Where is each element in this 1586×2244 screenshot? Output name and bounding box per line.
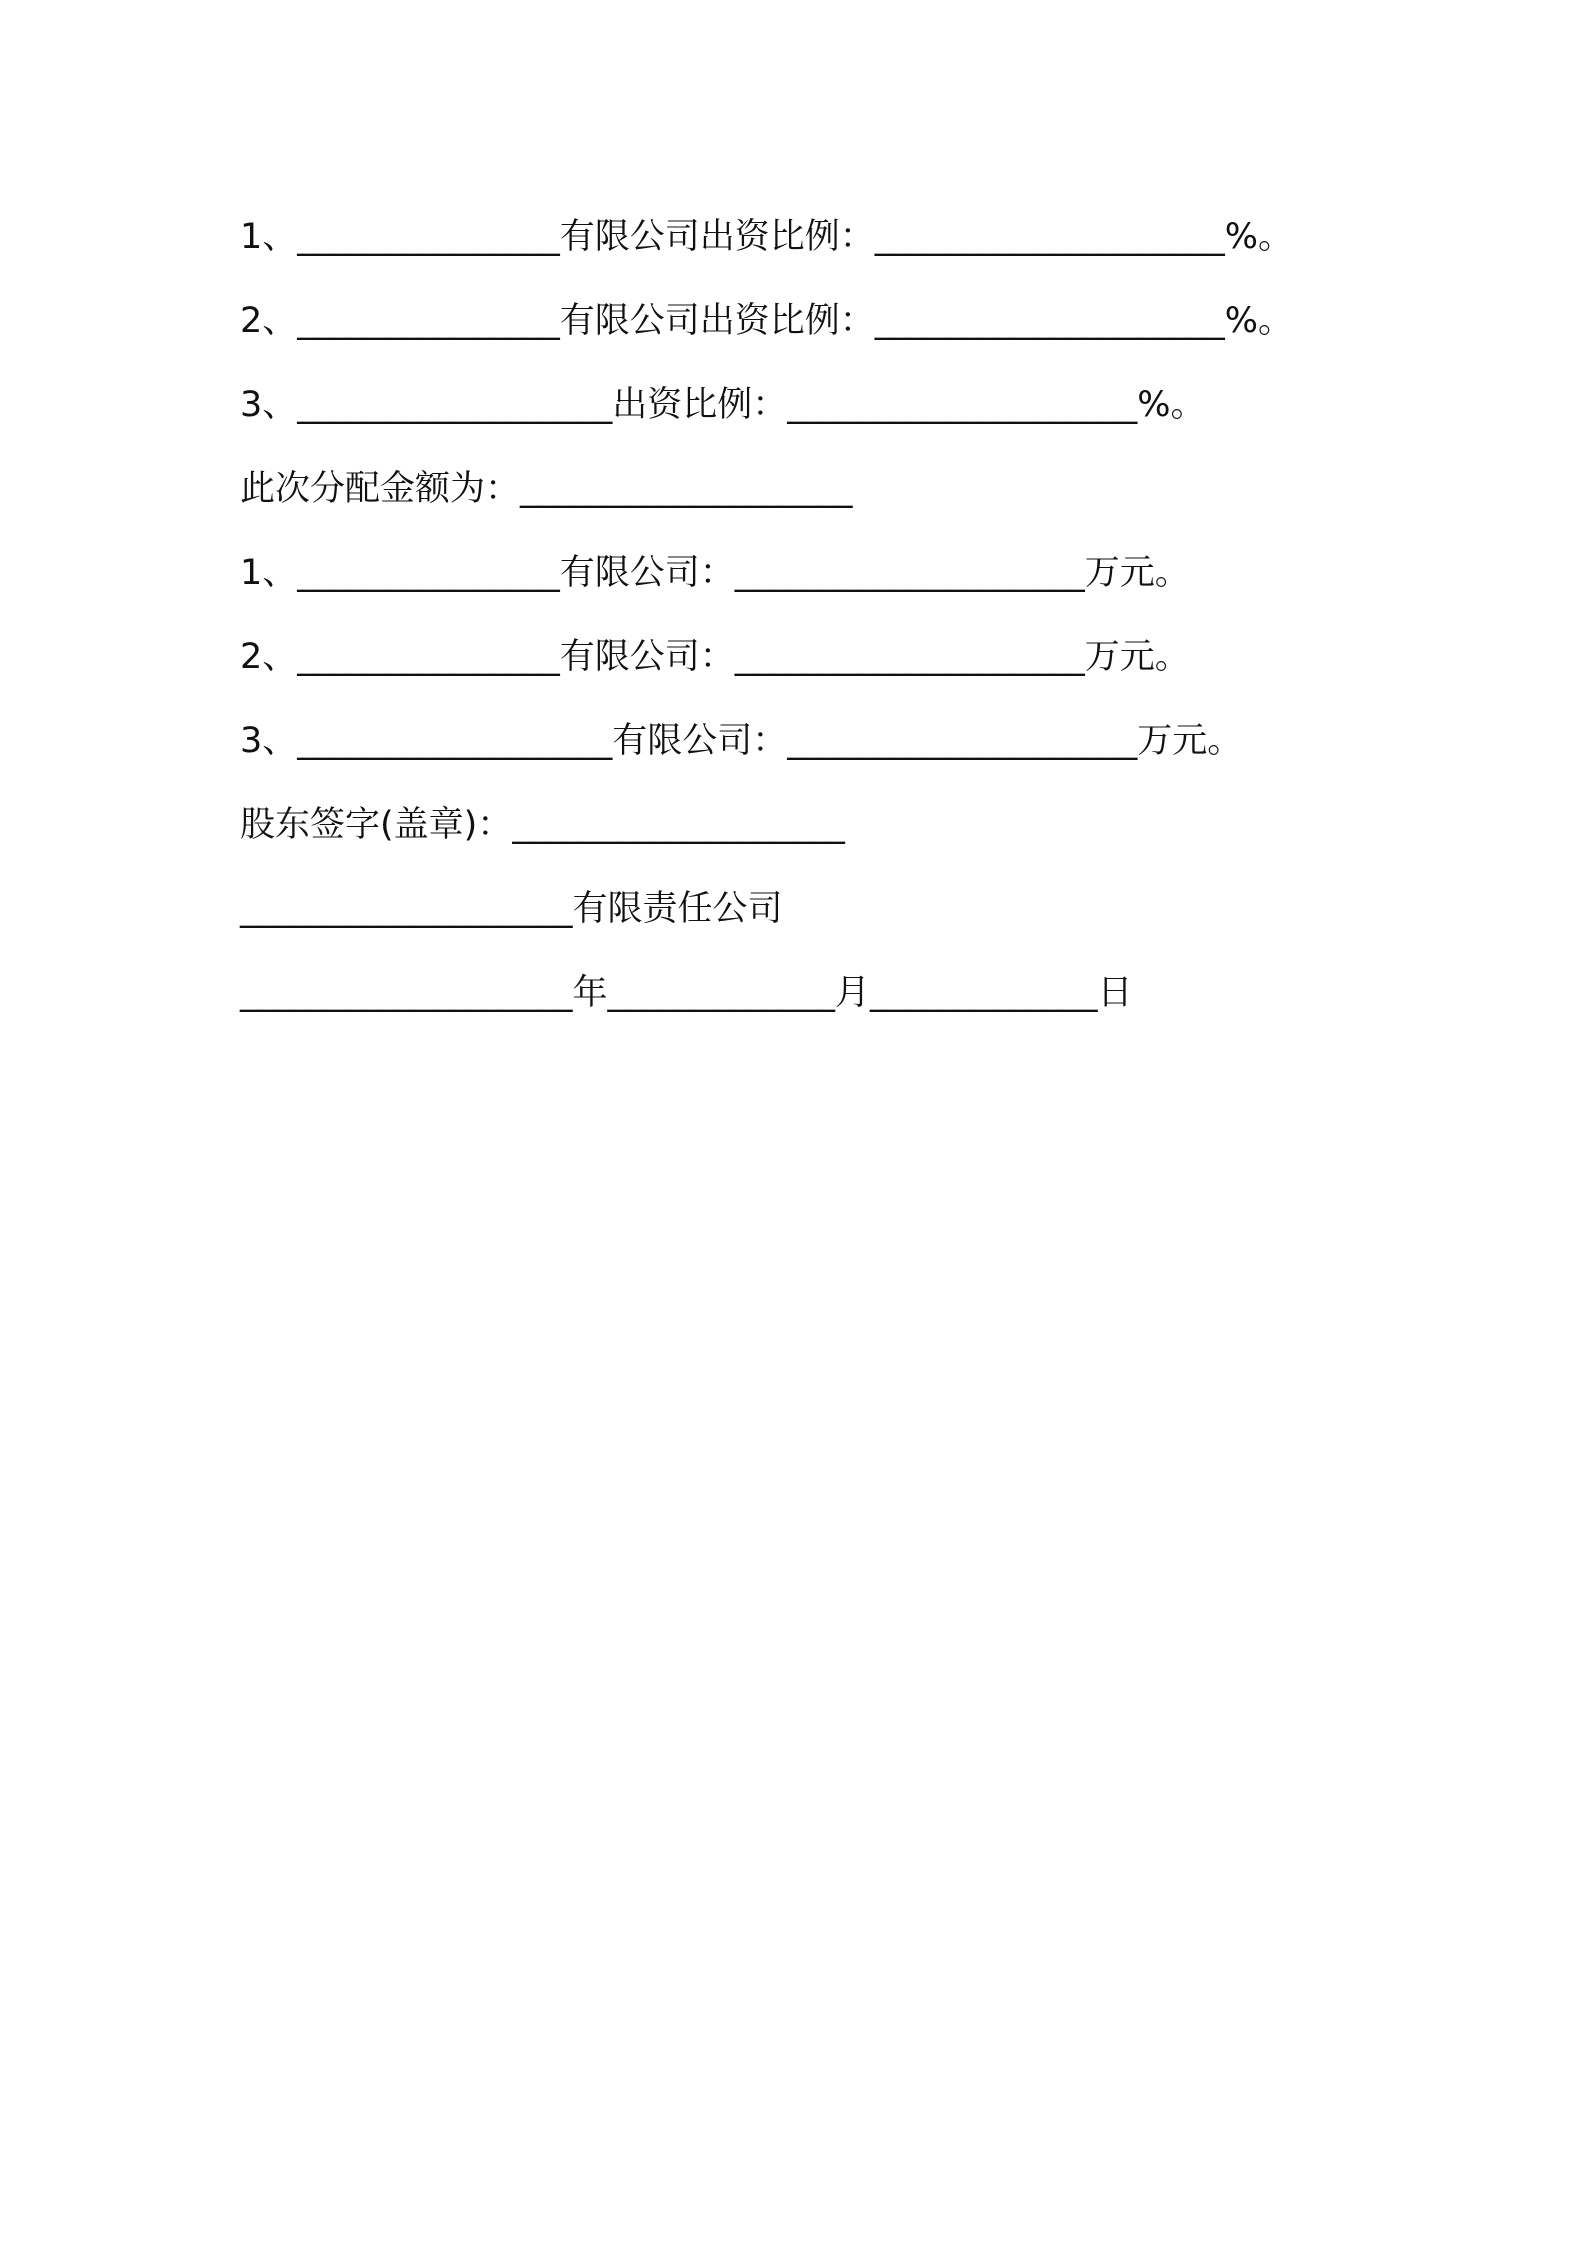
ratio-label: 出资比例： [612, 384, 788, 425]
percent-suffix: %。 [1137, 384, 1206, 425]
shareholder-signature-line [240, 783, 1390, 867]
form-body [240, 195, 1390, 1035]
company-name-blank: _______________ [297, 552, 560, 593]
item-number: 2、 [240, 636, 298, 677]
signature-blank: ___________________ [512, 804, 845, 845]
year-label: 年 [572, 972, 608, 1013]
item-number: 1、 [240, 552, 298, 593]
ratio-label: 有限公司出资比例： [559, 300, 875, 341]
company-name-blank: ___________________ [240, 888, 573, 929]
company-label: 有限公司： [559, 552, 735, 593]
item-number: 1、 [240, 216, 298, 257]
amount-blank: ____________________ [787, 720, 1138, 761]
company-name-blank: _______________ [297, 216, 560, 257]
company-name-blank: _______________ [297, 636, 560, 677]
month-blank: _____________ [607, 972, 836, 1013]
ratio-label: 有限公司出资比例： [559, 216, 875, 257]
distribution-amount-line [240, 447, 1390, 531]
day-label: 日 [1097, 972, 1133, 1013]
unit-suffix: 万元。 [1084, 552, 1190, 593]
company-type-label: 有限责任公司 [572, 888, 783, 929]
amount-line-2 [240, 615, 1390, 699]
item-number: 3、 [240, 384, 298, 425]
amount-blank: ____________________ [734, 636, 1085, 677]
signature-label: 股东签字(盖章)： [240, 804, 513, 845]
ratio-line-3 [240, 363, 1390, 447]
item-number: 2、 [240, 300, 298, 341]
company-line [240, 867, 1390, 951]
day-blank: _____________ [870, 972, 1098, 1013]
item-number: 3、 [240, 720, 298, 761]
amount-line-3 [240, 699, 1390, 783]
unit-suffix: 万元。 [1137, 720, 1243, 761]
year-blank: ___________________ [240, 972, 573, 1013]
distribution-amount-label: 此次分配金额为： [240, 468, 521, 509]
company-label: 有限公司： [559, 636, 735, 677]
month-label: 月 [835, 972, 871, 1013]
company-label: 有限公司： [612, 720, 788, 761]
distribution-amount-blank: ___________________ [520, 468, 853, 509]
unit-suffix: 万元。 [1084, 636, 1190, 677]
amount-blank: ____________________ [734, 552, 1085, 593]
ratio-line-2 [240, 279, 1390, 363]
ratio-value-blank: ____________________ [874, 216, 1225, 257]
ratio-line-1 [240, 195, 1390, 279]
percent-suffix: %。 [1224, 216, 1294, 257]
ratio-value-blank: ____________________ [874, 300, 1225, 341]
amount-line-1 [240, 531, 1390, 615]
shareholder-name-blank: __________________ [297, 384, 613, 425]
percent-suffix: %。 [1224, 300, 1294, 341]
company-name-blank: __________________ [297, 720, 613, 761]
company-name-blank: _______________ [297, 300, 560, 341]
date-line [240, 951, 1390, 1035]
ratio-value-blank: ____________________ [787, 384, 1138, 425]
